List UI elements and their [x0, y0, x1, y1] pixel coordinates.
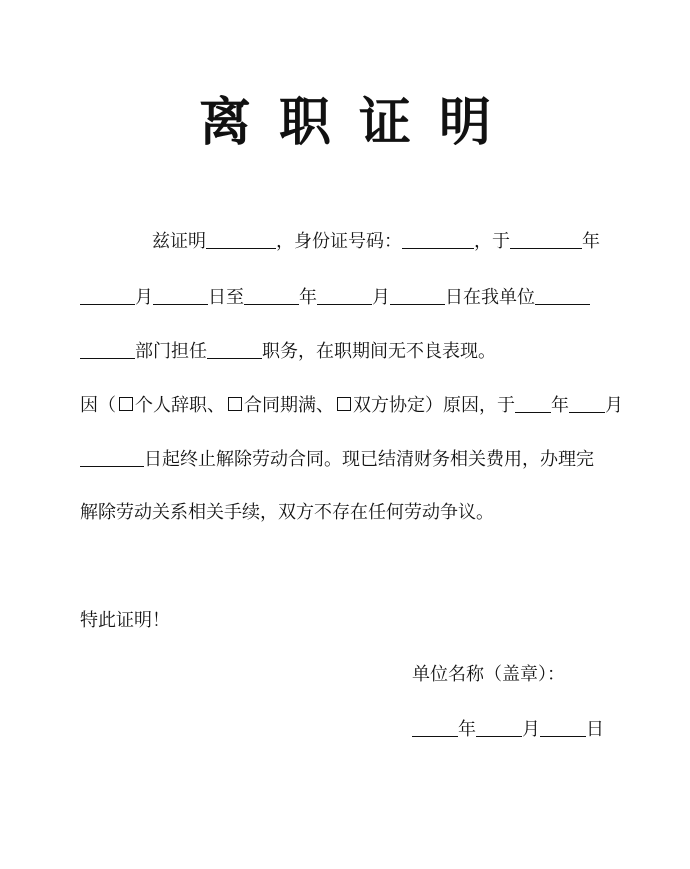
checkbox-contract-expired[interactable] — [228, 397, 242, 411]
end-year-blank[interactable] — [244, 284, 299, 305]
sign-day-blank[interactable] — [540, 716, 586, 737]
document-title: 离职证明 — [198, 93, 519, 153]
text-segment: 兹证明 — [152, 231, 206, 252]
text-segment: 年 — [582, 231, 600, 252]
text-segment: ，身份证号码： — [276, 231, 402, 252]
position-blank[interactable] — [207, 338, 262, 359]
closing-text: 特此证明！ — [80, 610, 170, 631]
text-segment: 部门担任 — [135, 341, 207, 362]
paragraph-line-3 — [80, 338, 496, 365]
text-segment: ，于 — [474, 231, 510, 252]
checkbox-resignation[interactable] — [119, 397, 133, 411]
option-label: 合同期满、 — [244, 395, 334, 416]
start-year-blank[interactable] — [510, 228, 582, 249]
text-segment: 年 — [299, 287, 317, 308]
id-number-blank[interactable] — [402, 228, 474, 249]
checkbox-mutual-agreement[interactable] — [337, 397, 351, 411]
text-segment: 年 — [458, 719, 476, 740]
option-label: 双方协定）原因，于 — [353, 395, 515, 416]
text-segment: 年 — [551, 395, 569, 416]
department-blank[interactable] — [80, 338, 135, 359]
unit-blank[interactable] — [535, 284, 590, 305]
text-segment: 月 — [135, 287, 153, 308]
text-segment: 月 — [372, 287, 390, 308]
text-segment: 月 — [605, 395, 623, 416]
end-month-blank[interactable] — [317, 284, 372, 305]
text-segment: 月 — [522, 719, 540, 740]
paragraph-line-2 — [80, 284, 590, 311]
text-segment: 日 — [586, 719, 604, 740]
termination-day-blank[interactable] — [80, 446, 144, 467]
signature-date — [412, 716, 604, 743]
paragraph-line-6 — [80, 500, 494, 526]
paragraph-line-4 — [80, 392, 623, 419]
text-segment: 日起终止解除劳动合同。现已结清财务相关费用，办理完 — [144, 449, 594, 470]
name-blank[interactable] — [206, 228, 276, 249]
paragraph-line-1 — [152, 228, 600, 255]
start-month-blank[interactable] — [80, 284, 135, 305]
text-segment: 日至 — [208, 287, 244, 308]
text-segment: 因（ — [80, 395, 116, 416]
termination-year-blank[interactable] — [515, 392, 551, 413]
text-segment: 日在我单位 — [445, 287, 535, 308]
unit-signature-label: 单位名称（盖章）： — [412, 664, 565, 685]
sign-year-blank[interactable] — [412, 716, 458, 737]
option-label: 个人辞职、 — [135, 395, 225, 416]
end-day-blank[interactable] — [390, 284, 445, 305]
text-segment: 职务，在职期间无不良表现。 — [262, 341, 496, 362]
start-day-blank[interactable] — [153, 284, 208, 305]
text-segment: 解除劳动关系相关手续，双方不存在任何劳动争议。 — [80, 502, 494, 523]
termination-month-blank[interactable] — [569, 392, 605, 413]
paragraph-line-5 — [80, 446, 594, 473]
sign-month-blank[interactable] — [476, 716, 522, 737]
